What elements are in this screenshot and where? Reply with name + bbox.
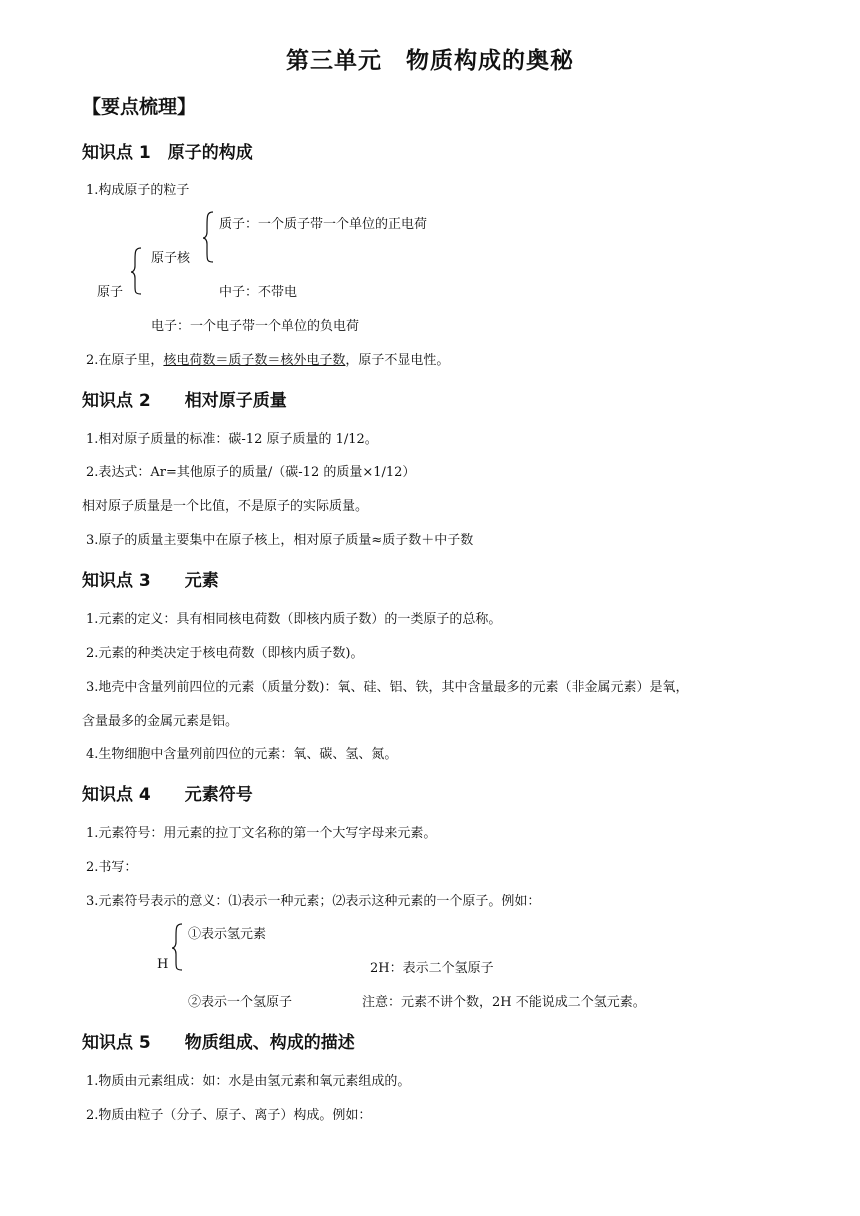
kp5-line2: 2.物质由粒子（分子、原子、离子）构成。例如：: [86, 1108, 372, 1123]
kp1-item2-suffix: ，原子不显电性。: [345, 353, 450, 368]
neutron-label: 中子：不带电: [219, 285, 298, 300]
section-heading: 【要点梳理】: [82, 96, 197, 118]
kp3-line1: 1.元素的定义：具有相同核电荷数（即核内质子数）的一类原子的总称。: [86, 612, 502, 627]
kp2-line2: 2.表达式：Ar=其他原子的质量/（碳-12 的质量×1/12）: [86, 465, 416, 480]
hydrogen-note: 注意：元素不讲个数，2H 不能说成二个氢元素。: [362, 995, 646, 1010]
kp1-item2: [86, 349, 449, 368]
kp1-heading: 知识点 1 原子的构成: [82, 143, 253, 163]
kp3-line5: 4.生物细胞中含量列前四位的元素：氧、碳、氢、氮。: [86, 747, 398, 762]
kp4-heading: 知识点 4 元素符号: [82, 785, 253, 805]
kp2-heading: 知识点 2 相对原子质量: [82, 391, 287, 411]
electron-label: 电子：一个电子带一个单位的负电荷: [151, 319, 360, 334]
nucleus-label: 原子核: [151, 251, 191, 266]
atom-label: 原子: [97, 285, 124, 300]
kp4-line2: 2.书写：: [86, 860, 138, 875]
proton-label: 质子：一个质子带一个单位的正电荷: [219, 217, 428, 232]
kp4-line1: 1.元素符号：用元素的拉丁文名称的第一个大写字母来元素。: [86, 826, 437, 841]
kp1-item2-underlined: 核电荷数＝质子数＝核外电子数: [163, 353, 346, 368]
kp1-item1: 1.构成原子的粒子: [86, 183, 190, 198]
kp2-line1: 1.相对原子质量的标准：碳-12 原子质量的 1/12。: [86, 432, 378, 447]
kp5-heading: 知识点 5 物质组成、构成的描述: [82, 1033, 355, 1053]
kp2-line3: 相对原子质量是一个比值，不是原子的实际质量。: [82, 499, 369, 514]
atom-brace: [131, 248, 143, 296]
hydrogen-meaning2: ②表示一个氢原子: [188, 995, 293, 1010]
kp3-heading: 知识点 3 元素: [82, 571, 219, 591]
hydrogen-brace: [172, 924, 184, 972]
kp5-line1: 1.物质由元素组成：如：水是由氢元素和氧元素组成的。: [86, 1074, 411, 1089]
kp2-line4: 3.原子的质量主要集中在原子核上，相对原子质量≈质子数＋中子数: [86, 533, 474, 548]
kp4-line3: 3.元素符号表示的意义：⑴表示一种元素；⑵表示这种元素的一个原子。例如：: [86, 894, 541, 909]
proton-neutron-brace: [203, 212, 215, 264]
kp3-line4: 含量最多的金属元素是铝。: [82, 714, 239, 729]
hydrogen-meaning1: ①表示氢元素: [188, 927, 267, 942]
kp1-item2-prefix: 2.在原子里，: [86, 353, 164, 368]
kp3-line2: 2.元素的种类决定于核电荷数（即核内质子数)。: [86, 646, 364, 661]
hydrogen-symbol: H: [157, 957, 169, 972]
kp3-line3: 3.地壳中含量列前四位的元素（质量分数)：氧、硅、铝、铁，其中含量最多的元素（非金属元素）是氧，: [86, 680, 689, 695]
hydrogen-example: 2H：表示二个氢原子: [370, 961, 494, 976]
page-title: 第三单元 物质构成的奥秘: [286, 48, 574, 74]
